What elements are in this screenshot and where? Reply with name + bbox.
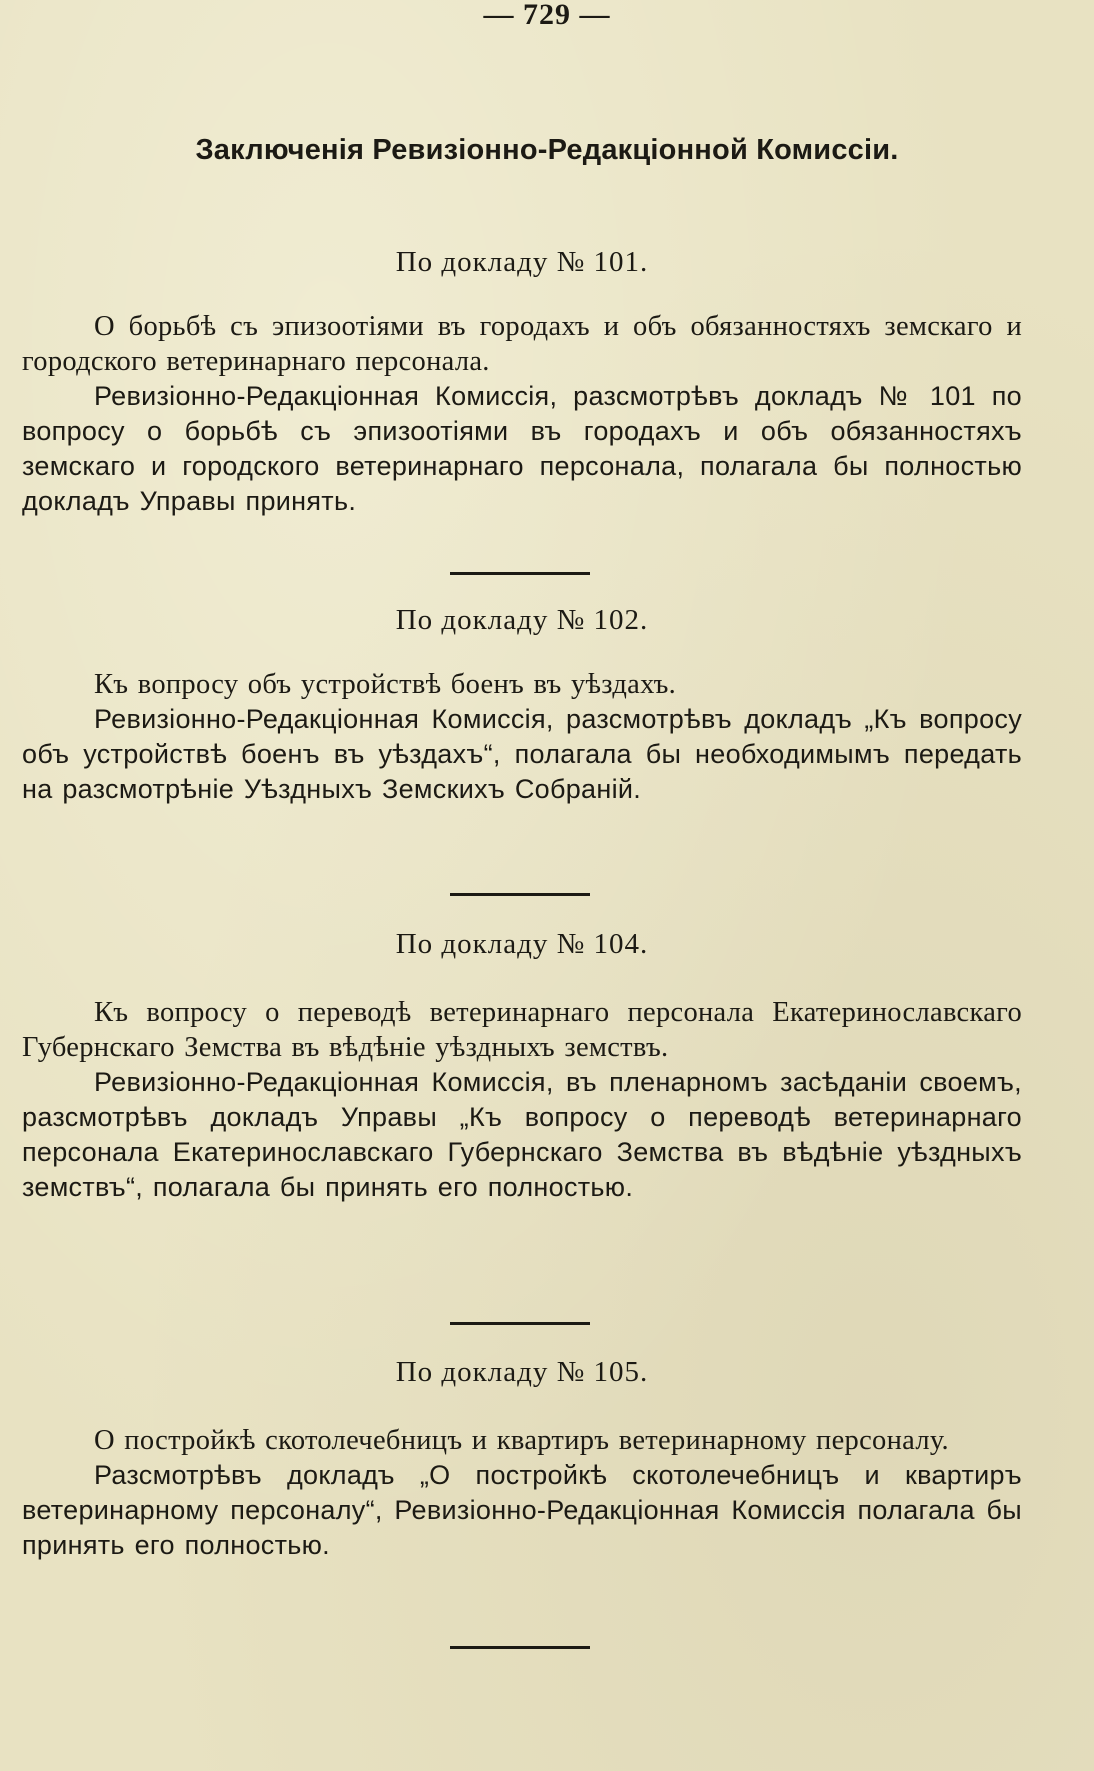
document-title: Заключенія Ревизіонно-Редакціонной Комиссіи. [195,134,899,166]
section-divider [450,1646,590,1649]
section-divider [450,893,590,896]
section-body: Ревизіонно-Редакціонная Комиссія, разсмотрѣвъ докладъ „Къ вопросу объ устройствѣ боенъ въ уѣздахъ“, полагала бы необходимымъ передать на разсмотрѣніе Уѣздныхъ Земскихъ Собраній. [22,704,1022,804]
section-report-105 [22,1356,1022,1563]
section-divider [450,1322,590,1325]
section-report-104 [22,928,1022,1205]
page-number: — 729 — [483,0,611,31]
section-report-102 [22,604,1022,807]
section-divider [450,572,590,575]
section-body: Ревизіонно-Редакціонная Комиссія, въ пленарномъ засѣданіи своемъ, разсмотрѣвъ докладъ Управы „Къ вопросу о переводѣ ветеринарнаго персонала Екатеринославскаго Губернскаго Земства въ вѣдѣніе уѣздныхъ земствъ“, полагала бы принять его полностью. [22,1067,1022,1202]
section-body: Разсмотрѣвъ докладъ „О постройкѣ скотолечебницъ и квартиръ ветеринарному персоналу“, Ревизіонно-Редакціонная Комиссія полагала бы принять его полностью. [22,1460,1022,1560]
section-subject: Къ вопросу о переводѣ ветеринарнаго персонала Екатеринославскаго Губернскаго Земства въ вѣдѣніе уѣздныхъ земствъ. [22,997,1022,1063]
section-subject: О постройкѣ скотолечебницъ и квартиръ ветеринарному персоналу. [94,1425,949,1456]
section-subject: О борьбѣ съ эпизоотіями въ городахъ и объ обязанностяхъ земскаго и городского ветеринарнаго персонала. [22,311,1022,377]
section-heading: По докладу № 105. [395,1356,649,1388]
section-heading: По докладу № 101. [395,246,649,278]
section-heading: По докладу № 104. [395,928,649,960]
section-report-101 [22,246,1022,519]
section-heading: По докладу № 102. [395,604,649,636]
section-subject: Къ вопросу объ устройствѣ боенъ въ уѣздахъ. [94,669,677,700]
section-body: Ревизіонно-Редакціонная Комиссія, разсмотрѣвъ докладъ № 101 по вопросу о борьбѣ съ эпизоотіями въ городахъ и объ обязанностяхъ земскаго и городского ветеринарнаго персонала, полагала бы полностью докладъ Управы принять. [22,381,1022,516]
